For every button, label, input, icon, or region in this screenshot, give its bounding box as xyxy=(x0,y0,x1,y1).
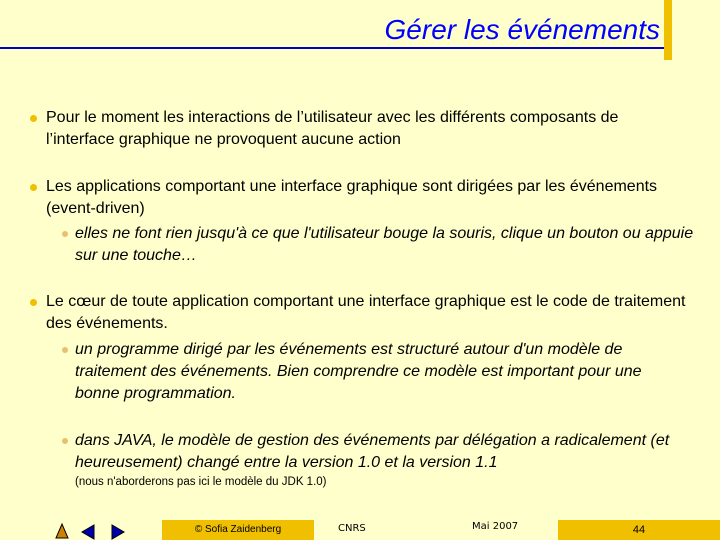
bullet-3-sub-2-icon xyxy=(62,438,68,444)
footer-author: © Sofia Zaidenberg xyxy=(162,520,314,540)
footer-page-number: 44 xyxy=(558,520,720,540)
bullet-2-text: Les applications comportant une interface graphique sont dirigées par les événements (event-driven) xyxy=(46,178,658,217)
nav-controls xyxy=(52,520,132,540)
bullet-2-sub-1-icon xyxy=(62,231,68,237)
nav-home-icon[interactable] xyxy=(56,524,68,538)
slide-title: Gérer les événements xyxy=(384,14,660,45)
nav-prev-icon[interactable] xyxy=(82,525,94,539)
bullet-3-icon xyxy=(30,299,37,306)
title-rule xyxy=(0,47,664,49)
bullet-3-sub-1-icon xyxy=(62,347,68,353)
bullet-1-icon xyxy=(30,115,37,122)
footer-org: CNRS xyxy=(338,523,366,534)
bullet-1-text: Pour le moment les interactions de l’utilisateur avec les différents composants de l’interface graphique ne provoquent aucune action xyxy=(46,109,619,148)
bullet-3-sub-1-text: un programme dirigé par les événements est structuré autour d'un modèle de traitement des événements. Bien comprendre ce modèle est important pour une bonne programmation. xyxy=(75,341,642,402)
bullet-3-note: (nous n'aborderons pas ici le modèle du JDK 1.0) xyxy=(75,476,327,488)
bullet-2-icon xyxy=(30,184,37,191)
title-accent-bar xyxy=(664,0,672,60)
nav-next-icon[interactable] xyxy=(112,525,124,539)
bullet-2-sub-1-text: elles ne font rien jusqu'à ce que l'utilisateur bouge la souris, clique un bouton ou appuie sur une touche… xyxy=(75,225,694,264)
bullet-3-text: Le cœur de toute application comportant une interface graphique est le code de traitement des événements. xyxy=(46,293,686,332)
bullet-3-sub-2-text: dans JAVA, le modèle de gestion des événements par délégation a radicalement (et heureusement) changé entre la version 1.0 et la version 1.1 xyxy=(75,432,670,471)
footer-date: Mai 2007 xyxy=(472,521,519,532)
